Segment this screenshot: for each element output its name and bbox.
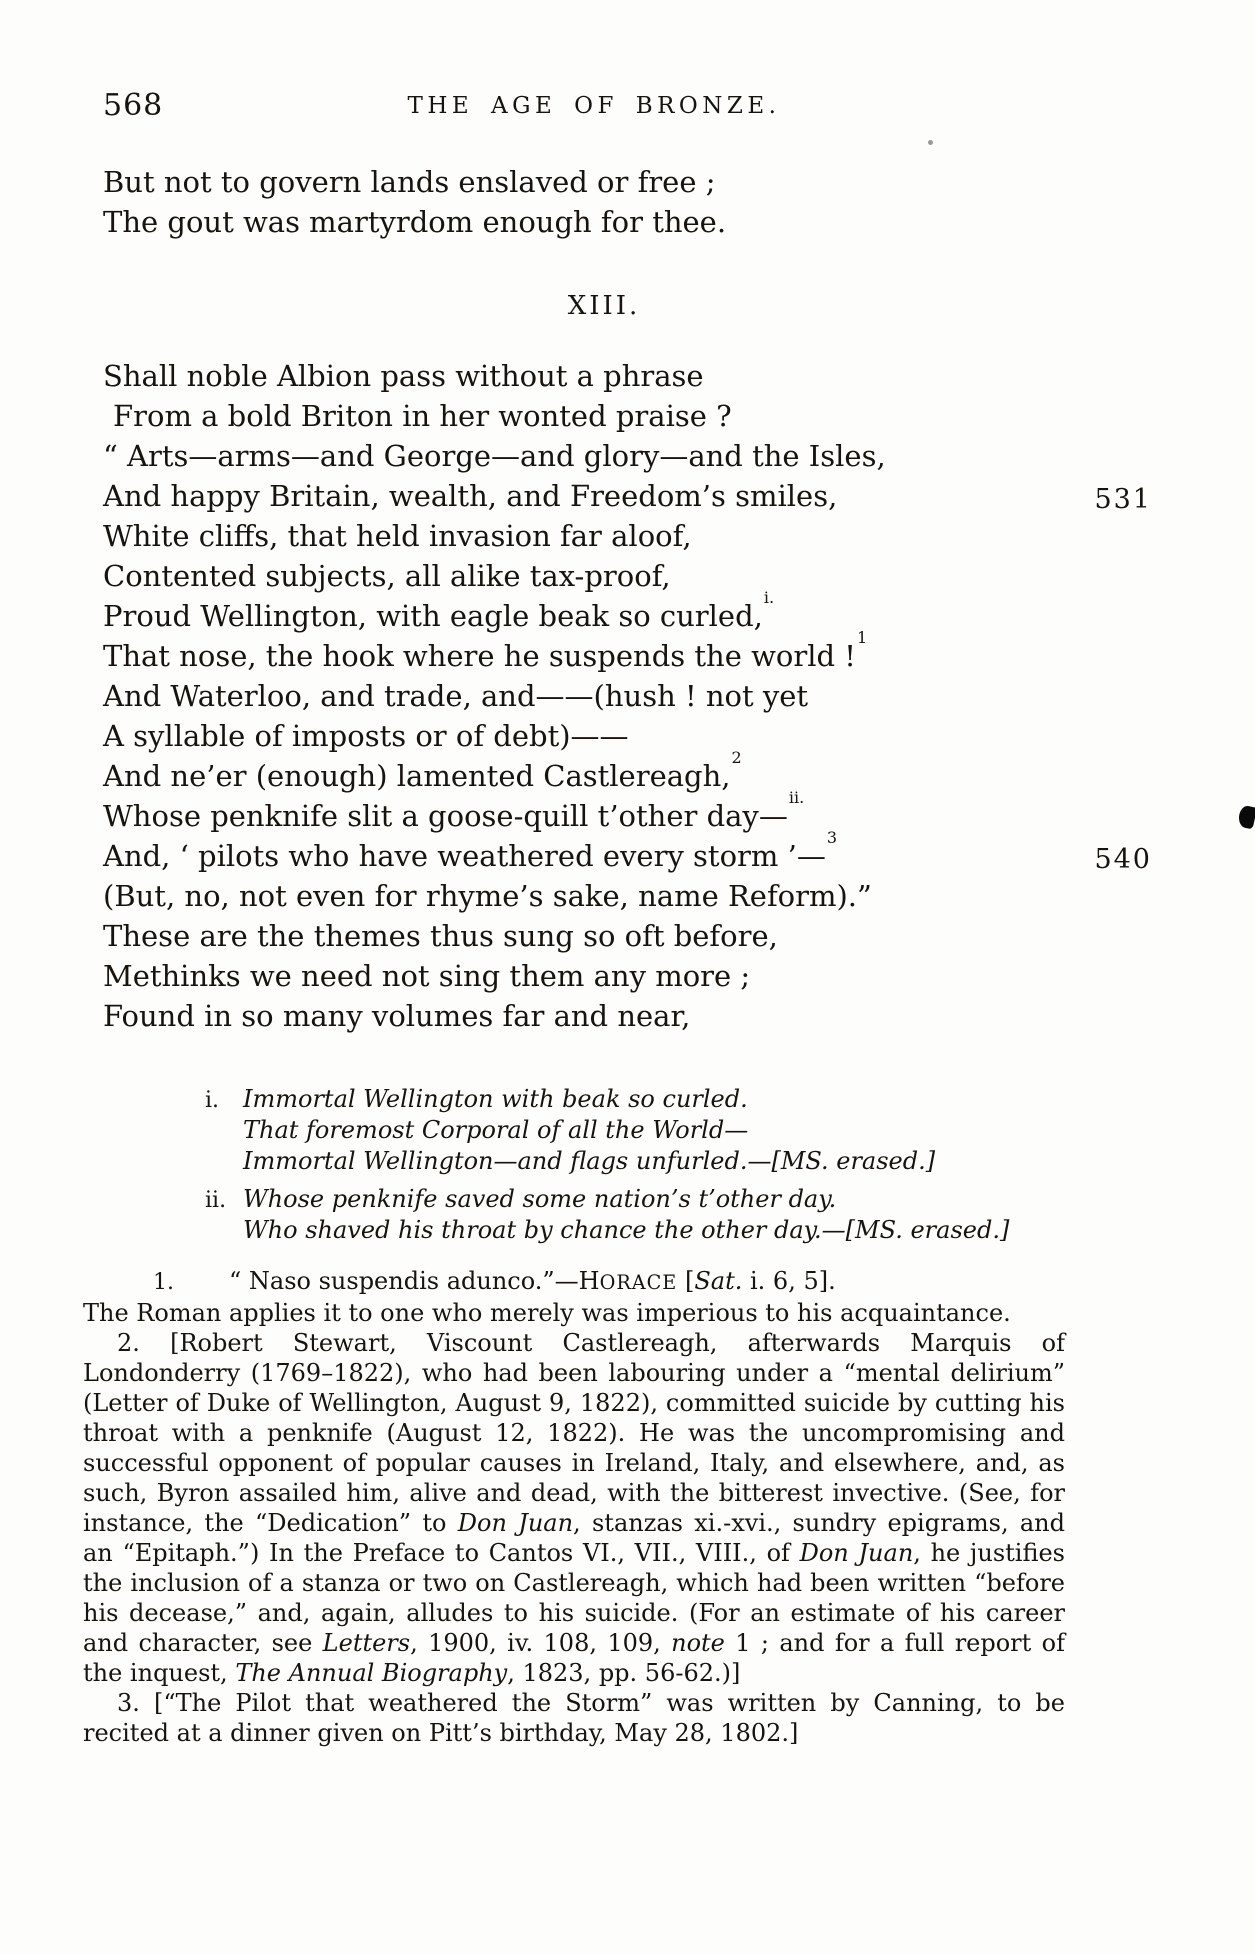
line-number: 540 <box>1094 844 1152 875</box>
variant-lines <box>243 1184 1009 1246</box>
poem-line <box>103 748 1065 796</box>
footnote-text-segment: Don Juan <box>799 1539 914 1567</box>
footnote-ref: 2 <box>731 748 742 768</box>
ink-dot <box>928 140 933 145</box>
poem-line-text: And, ‘ pilots who have weathered every storm ’— <box>103 839 826 873</box>
poem-line-text: From a bold Briton in her wonted praise ? <box>113 399 732 433</box>
poem-line <box>103 676 1065 716</box>
poem-line <box>103 396 1065 436</box>
variant-line: Immortal Wellington with beak so curled. <box>243 1085 748 1113</box>
footnote <box>83 1266 1065 1298</box>
variant-line: Immortal Wellington—and flags unfurled.—[MS. erased.] <box>243 1147 936 1175</box>
poem-line <box>103 876 1065 916</box>
variant-note <box>205 1084 1065 1177</box>
variant-line: Who shaved his throat by chance the other day.—[MS. erased.] <box>243 1216 1010 1244</box>
poem-line-text: And Waterloo, and trade, and——(hush ! not yet <box>103 679 809 713</box>
poem-line <box>103 956 1065 996</box>
poem-line <box>103 628 1065 676</box>
footnote <box>83 1688 1065 1748</box>
footnote-text-segment: Letters <box>322 1629 411 1657</box>
footnote-number: 1. <box>153 1270 174 1295</box>
footnote-text-segment: Don Juan <box>457 1509 574 1537</box>
stanza-section-label: XIII. <box>567 291 641 321</box>
poem <box>103 162 1152 1036</box>
footnote-text-segment: , he justifies the inclusion of a stanza or two on Castlereagh, which had been written “before his decease,” and, again, alludes to his suicide. (For an estimate of his career and character, see <box>83 1539 1065 1657</box>
footnote-text-segment: Sat. <box>694 1267 743 1295</box>
footnote <box>83 1328 1065 1688</box>
variant-note <box>205 1184 1065 1246</box>
footnote-text-segment: [“The Pilot that weathered the Storm” was written by Canning, to be recited at a dinner given on Pitt’s birthday, May 28, 1802.] <box>83 1689 1065 1747</box>
variant-line: That foremost Corporal of all the World— <box>243 1116 749 1144</box>
poem-line <box>103 436 1065 476</box>
poem-line-text: Whose penknife slit a goose-quill t’other day— <box>103 799 788 833</box>
footnote-continuation: The Roman applies it to one who merely was imperious to his acquaintance. <box>83 1299 1011 1327</box>
poem-line-text: White cliffs, that held invasion far aloof, <box>103 519 692 553</box>
footnote-text-segment: note <box>671 1629 725 1657</box>
line-number: 531 <box>1094 484 1152 515</box>
poem-line-text: These are the themes thus sung so oft before, <box>103 919 778 953</box>
poem-line: But not to govern lands enslaved or free ; <box>103 165 716 199</box>
footnote-text-segment: H <box>578 1267 600 1295</box>
poem-line <box>103 516 1065 556</box>
footnote-number: 3. <box>117 1689 155 1717</box>
ink-speck <box>1237 805 1255 830</box>
footnote-text-segment: “ Naso suspendis adunco.”— <box>229 1267 579 1295</box>
footnotes <box>83 1266 1065 1748</box>
variant-line: Whose penknife saved some nation’s t’other day. <box>243 1185 837 1213</box>
variant-lines <box>243 1084 935 1177</box>
footnote-text-segment: ORACE <box>599 1271 678 1294</box>
footnote-text-segment: [ <box>677 1267 695 1295</box>
running-title: THE AGE OF BRONZE. <box>407 93 781 119</box>
poem-line <box>103 716 1065 756</box>
footnote-text-segment: 1 ; and for a full report of the inquest, <box>83 1629 1065 1687</box>
footnote-ref: i. <box>763 588 775 608</box>
footnote-text-segment: , 1823, pp. 56-62.)] <box>507 1659 741 1687</box>
poem-line <box>103 788 1065 836</box>
footnote-text-segment: The Annual Biography <box>235 1659 508 1687</box>
poem-line-text: And happy Britain, wealth, and Freedom’s smiles, <box>103 479 838 513</box>
poem-line <box>103 828 1152 876</box>
poem-line-text: Proud Wellington, with eagle beak so curled, <box>103 599 763 633</box>
variant-notes <box>205 1084 1065 1246</box>
stanza-xiii <box>103 356 1152 1036</box>
footnote-number: 2. <box>117 1329 171 1357</box>
footnote-text-segment: , stanzas xi.-xvi., sundry epigrams, and an “Epitaph.”) In the Preface to Cantos VI., VII., VIII., of <box>83 1509 1066 1567</box>
poem-line <box>103 996 1065 1036</box>
poem-line <box>103 476 1152 516</box>
opening-couplet <box>103 162 1065 242</box>
variant-label: i. <box>205 1088 220 1113</box>
poem-line: The gout was martyrdom enough for thee. <box>103 205 727 239</box>
poem-line-text: Methinks we need not sing them any more ; <box>103 959 751 993</box>
poem-line-text: Shall noble Albion pass without a phrase <box>103 359 704 393</box>
poem-line-text: That nose, the hook where he suspends the world ! <box>103 639 856 673</box>
footnote-text-segment: [Robert Stewart, Viscount Castlereagh, afterwards Marquis of Londonderry (1769–1822), who had been labouring under a “mental delirium” (Letter of Duke of Wellington, August 9, 1822), committed suicide by cutting his throat with a penknife (August 12, 1822). He was the uncompromising and successful opponent of popular causes in Ireland, Italy, and elsewhere, and, as such, Byron assailed him, alive and dead, with the bitterest invective. (See, for instance, the “Dedication” to <box>83 1329 1065 1537</box>
poem-line-text: A syllable of imposts or of debt)—— <box>103 719 629 753</box>
poem-line-text: And ne’er (enough) lamented Castlereagh, <box>103 759 731 793</box>
variant-label: ii. <box>205 1188 227 1213</box>
poem-line-text: “ Arts—arms—and George—and glory—and the Isles, <box>103 439 886 473</box>
footnote-text-segment: , 1900, iv. 108, 109, <box>410 1629 672 1657</box>
footnote-ref: 1 <box>856 628 868 648</box>
poem-line <box>103 588 1065 636</box>
poem-line <box>103 556 1065 596</box>
poem-line-text: Found in so many volumes far and near, <box>103 999 691 1033</box>
poem-line <box>103 356 1065 396</box>
poem-line-text: Contented subjects, all alike tax-proof, <box>103 559 671 593</box>
page-header <box>83 88 1065 128</box>
poem-line-text: (But, no, not even for rhyme’s sake, name Reform).” <box>103 879 872 913</box>
footnote-text-segment: i. 6, 5]. <box>742 1267 836 1295</box>
footnote-ref: 3 <box>826 828 838 848</box>
footnote-ref: ii. <box>788 788 805 808</box>
poem-line <box>103 916 1065 956</box>
page-number: 568 <box>103 88 164 123</box>
